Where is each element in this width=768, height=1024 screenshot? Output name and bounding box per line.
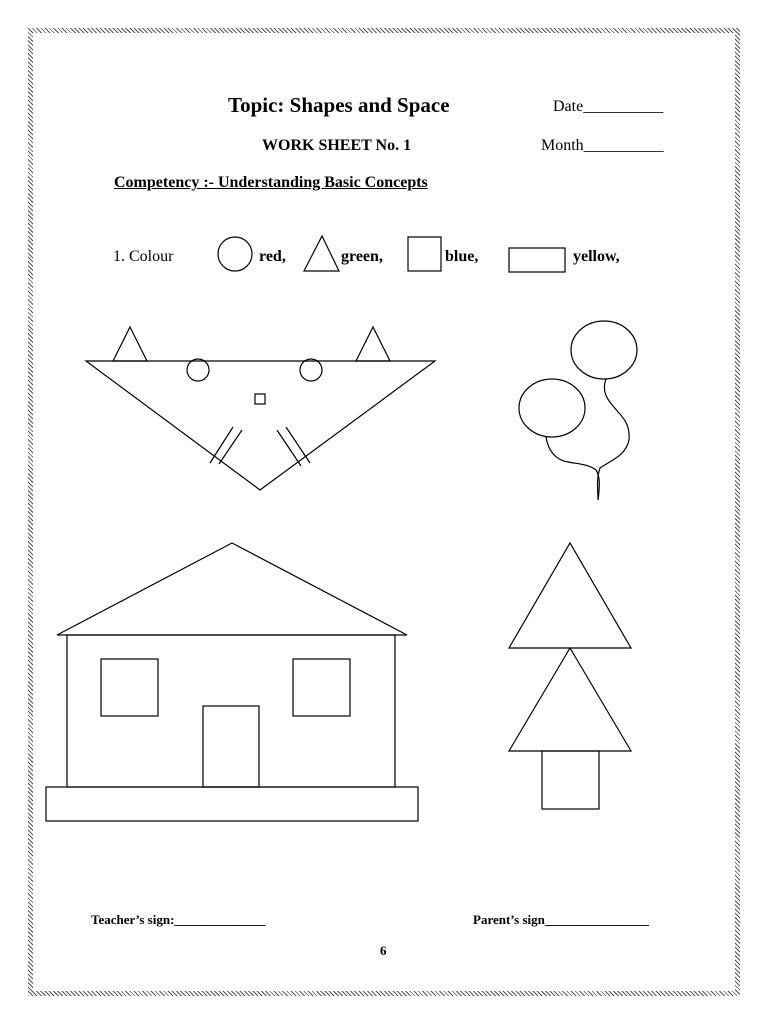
label-blue: blue, [445, 248, 479, 265]
cat-face-drawing [86, 327, 435, 490]
label-red: red, [259, 248, 286, 265]
teacher-sign-field: Teacher’s sign:______________ [91, 912, 266, 927]
house-drawing [46, 543, 418, 821]
worksheet-title: Topic: Shapes and Space [228, 93, 450, 117]
legend-circle [218, 237, 252, 271]
page-number: 6 [380, 943, 387, 958]
legend-triangle [304, 236, 339, 271]
tree-drawing [509, 543, 631, 809]
worksheet-number: WORK SHEET No. 1 [262, 137, 412, 154]
legend-square [408, 237, 441, 271]
legend-rectangle [509, 248, 565, 272]
balloons-drawing [519, 321, 637, 500]
question-1-prompt: 1. Colour [113, 248, 174, 265]
parent-sign-field: Parent’s sign________________ [473, 912, 649, 927]
competency-heading: Competency :- Understanding Basic Concepts [114, 174, 428, 191]
month-field: Month__________ [541, 137, 664, 154]
label-yellow: yellow, [573, 248, 620, 265]
label-green: green, [341, 248, 383, 265]
date-field: Date__________ [553, 98, 664, 115]
